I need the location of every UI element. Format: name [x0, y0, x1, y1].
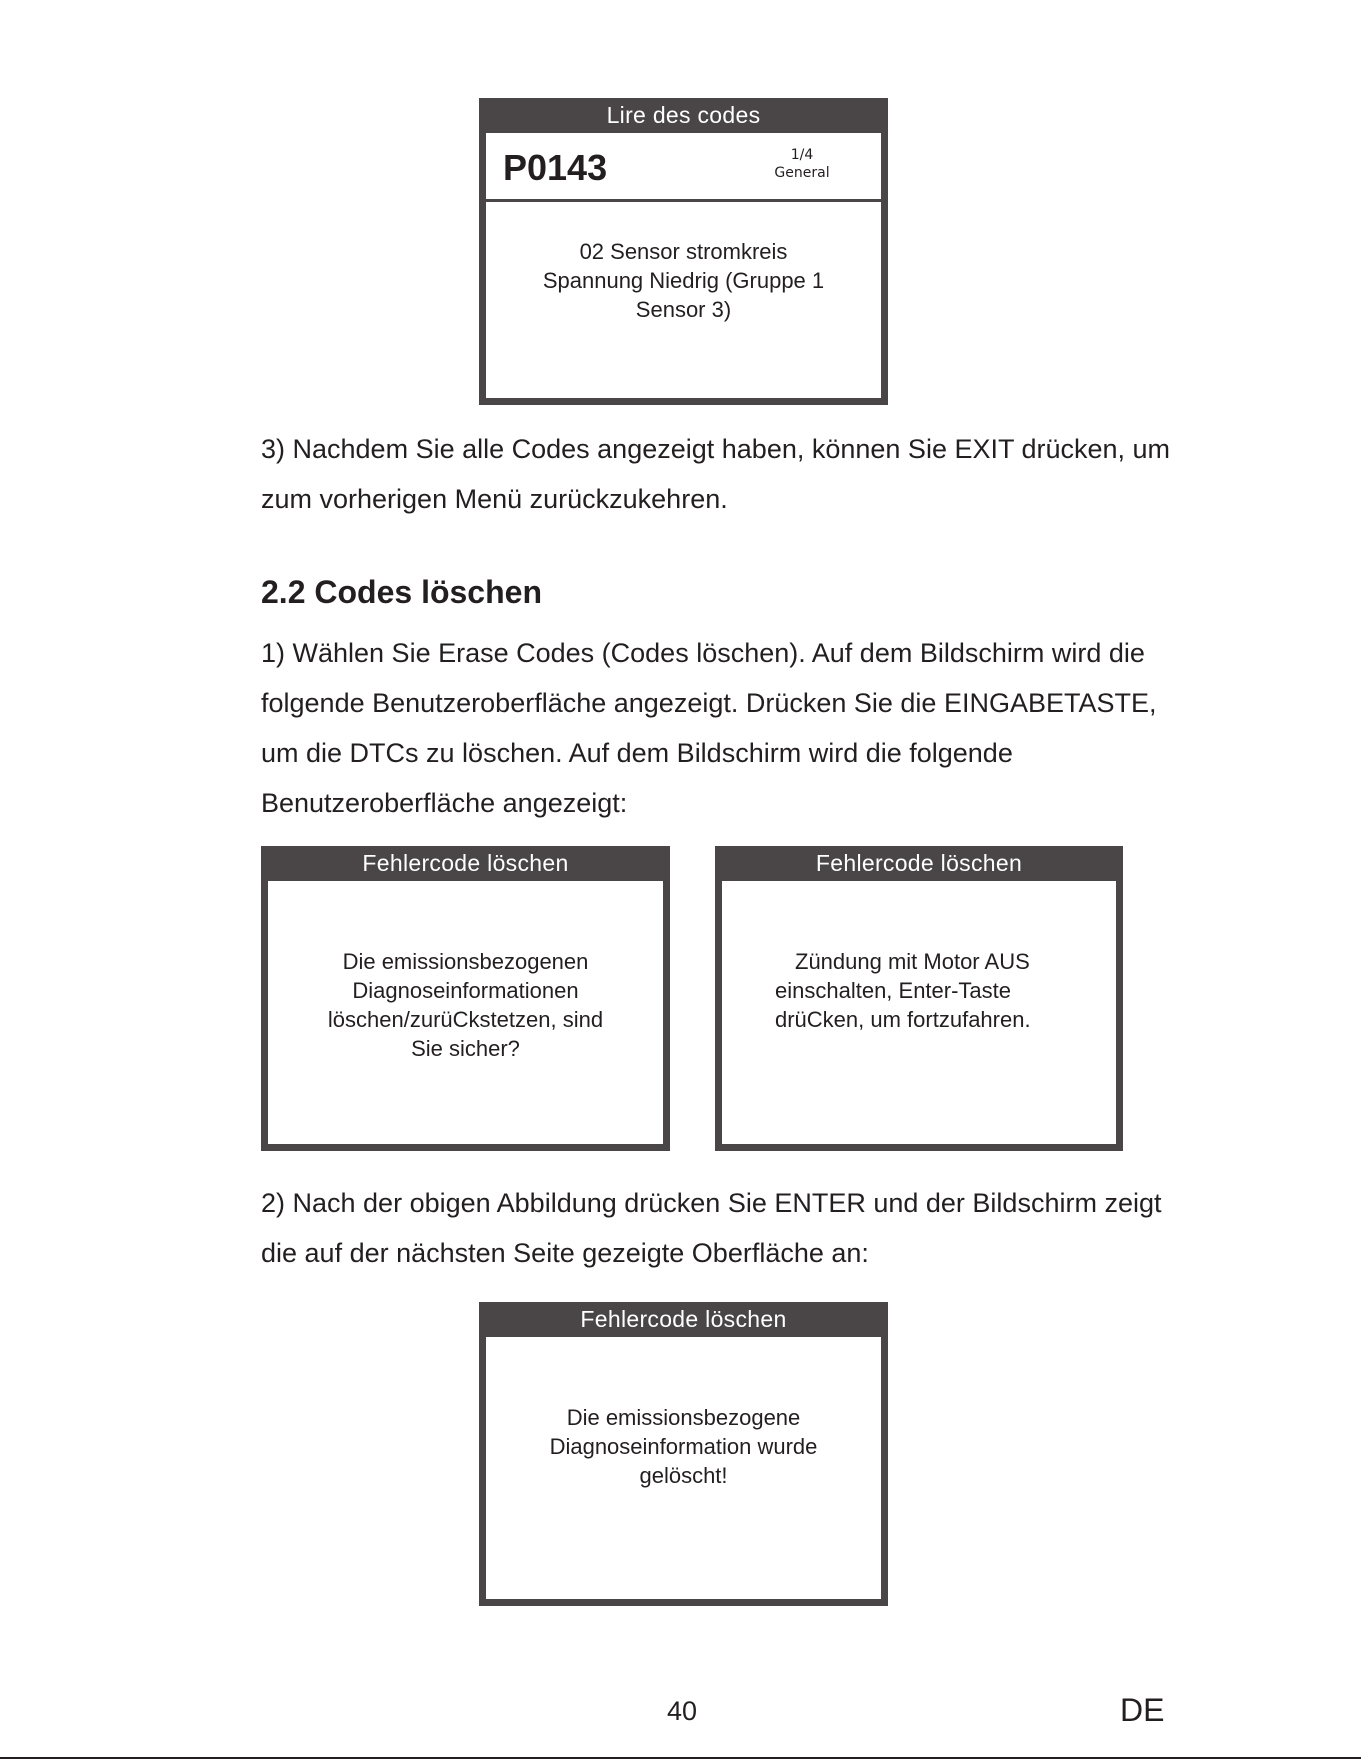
message-line: Sie sicher?	[411, 1036, 520, 1061]
bottom-rule	[0, 1757, 1361, 1759]
erased-screen	[479, 1302, 888, 1606]
page-number: 40	[667, 1696, 698, 1726]
screen-message	[268, 947, 663, 1063]
description-line: Spannung Niedrig (Gruppe 1	[542, 268, 825, 293]
screen-title: Fehlercode löschen	[362, 850, 569, 876]
step-1-text: 1) Wählen Sie Erase Codes (Codes löschen). Auf dem Bildschirm wird die folgende Benutzeroberfläche angezeigt. Drücken Sie die EINGABETASTE, um die DTCs zu löschen. Auf dem Bildschirm wird die folgende Benutzeroberfläche angezeigt:	[261, 638, 1157, 818]
message-line: Diagnoseinformation wurde	[549, 1434, 818, 1459]
step-2-text: 2) Nach der obigen Abbildung drücken Sie ENTER und der Bildschirm zeigt die auf der nächsten Seite gezeigte Oberfläche an:	[261, 1188, 1162, 1268]
code-meta	[757, 146, 847, 182]
screen-body	[486, 133, 881, 398]
description-line: 02 Sensor stromkreis	[579, 239, 788, 264]
read-codes-screen	[479, 98, 888, 405]
dtc-description	[486, 237, 881, 324]
dtc-code: P0143	[503, 147, 608, 188]
message-line: einschalten, Enter-Taste	[775, 978, 1012, 1003]
screen-message	[486, 1403, 881, 1490]
message-line: Zündung mit Motor AUS	[795, 949, 1030, 974]
erase-confirm-screen	[261, 846, 670, 1151]
message-line: Diagnoseinformationen	[352, 978, 579, 1003]
screen-title: Fehlercode löschen	[815, 850, 1023, 876]
screen-message	[722, 947, 1116, 1034]
step-3-text: 3) Nachdem Sie alle Codes angezeigt haben, können Sie EXIT drücken, um zum vorherigen Menü zurückzukehren.	[261, 434, 1171, 514]
screen-title: Lire des codes	[606, 102, 761, 128]
message-line: drüCken, um fortzufahren.	[775, 1007, 1031, 1032]
ignition-screen	[715, 846, 1123, 1151]
description-line: Sensor 3)	[635, 297, 732, 322]
screen-body	[268, 881, 663, 1144]
message-line: Die emissionsbezogene	[566, 1405, 801, 1430]
code-position: 1/4	[790, 147, 814, 163]
screen-body	[722, 881, 1116, 1144]
code-category: General	[774, 165, 830, 181]
message-line: gelöscht!	[639, 1463, 728, 1488]
language-code: DE	[1120, 1692, 1165, 1728]
screen-body	[486, 1337, 881, 1599]
message-line: Die emissionsbezogenen	[342, 949, 589, 974]
message-line: löschen/zurüCkstetzen, sind	[327, 1007, 604, 1032]
screen-title: Fehlercode löschen	[580, 1306, 787, 1332]
section-heading: 2.2 Codes löschen	[261, 574, 542, 610]
code-header-row	[486, 133, 881, 202]
